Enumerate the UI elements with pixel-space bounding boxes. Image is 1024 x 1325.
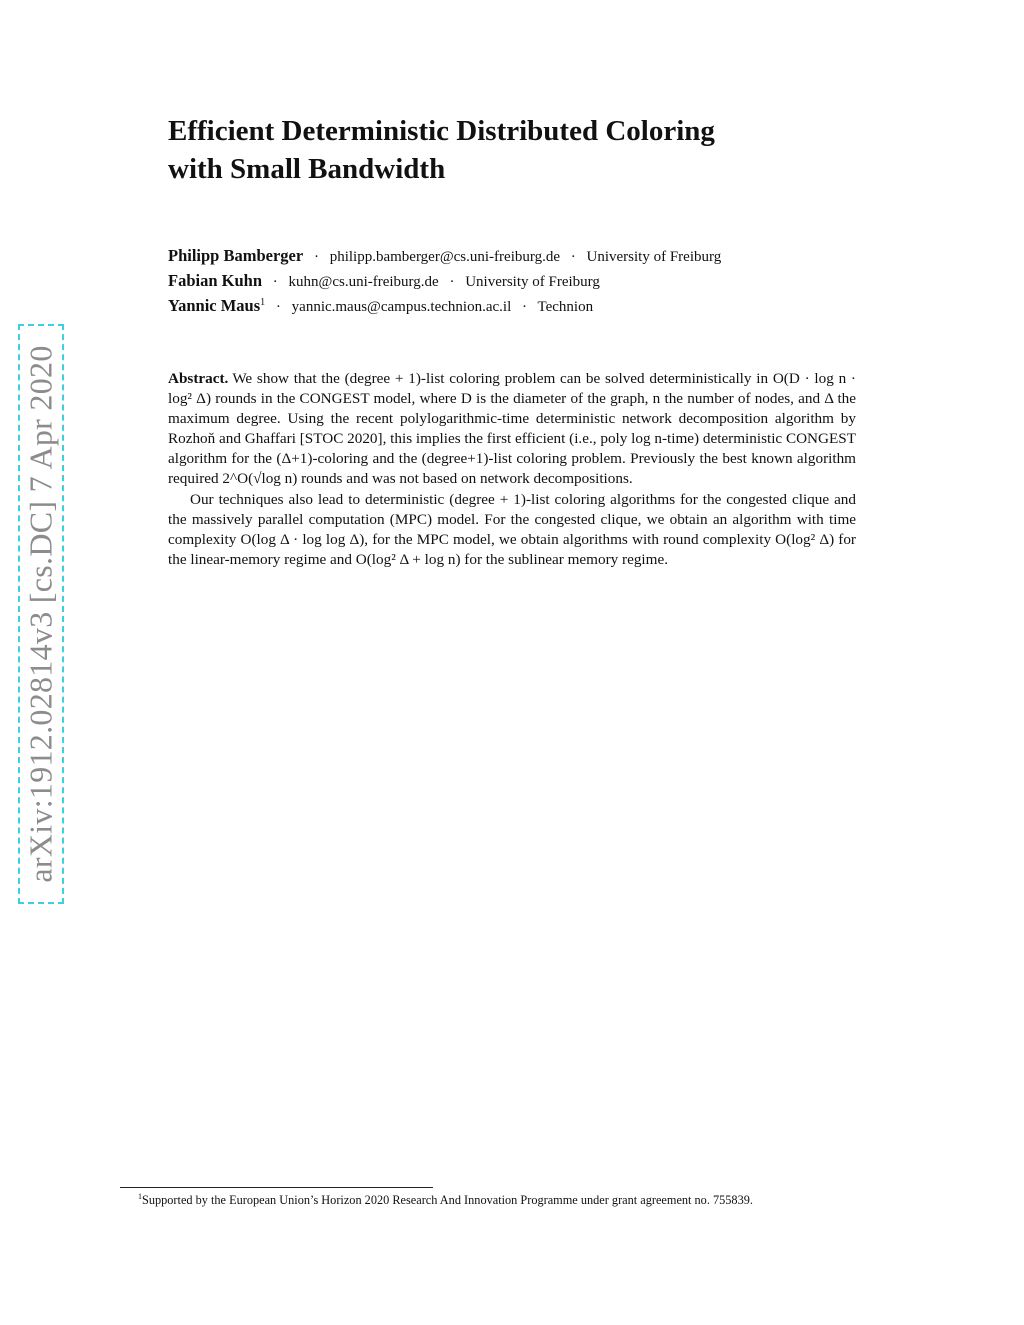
author-email[interactable]: yannic.maus@campus.technion.ac.il — [291, 299, 512, 315]
separator: · — [272, 274, 278, 290]
author-affiliation: University of Freiburg — [586, 249, 722, 265]
author-footnote-mark: 1 — [260, 297, 266, 308]
footnote — [138, 1192, 753, 1208]
separator: · — [449, 274, 455, 290]
author-entry — [168, 265, 721, 290]
abstract — [168, 369, 856, 570]
author-email[interactable]: kuhn@cs.uni-freiburg.de — [288, 274, 439, 290]
author-affiliation: Technion — [537, 299, 594, 315]
separator: · — [275, 299, 281, 315]
title-line-1: Efficient Deterministic Distributed Coloring — [168, 115, 715, 147]
arxiv-identifier-text: arXiv:1912.02814v3 [cs.DC] 7 Apr 2020 — [22, 345, 59, 883]
title-line-2: with Small Bandwidth — [168, 153, 446, 185]
separator: · — [570, 249, 576, 265]
author-affiliation: University of Freiburg — [465, 274, 600, 290]
author-name: Philipp Bamberger — [168, 246, 304, 265]
paper-title — [168, 112, 888, 188]
author-entry — [168, 240, 721, 265]
author-email[interactable]: philipp.bamberger@cs.uni-freiburg.de — [329, 249, 560, 265]
abstract-paragraph-1 — [168, 369, 856, 490]
abstract-paragraph-1-text: We show that the (degree + 1)-list coloring problem can be solved deterministically in O(D · log n · log² Δ) rounds in the CONGEST model, where D is the diameter of the graph, n the number of nodes, and Δ the maximum degree. Using the recent polylogarithmic-time deterministic network decomposition algorithm by Rozhoň and Ghaffari [STOC 2020], this implies the first efficient (i.e., poly log n-time) deterministic CONGEST algorithm for the (Δ+1)-coloring and the (degree+1)-list coloring problem. Previously the best known algorithm required 2^O(√log n) rounds and was not based on network decompositions. — [168, 370, 856, 488]
author-entry — [168, 290, 721, 315]
arxiv-identifier-stamp — [18, 324, 64, 904]
footnote-text: Supported by the European Union’s Horizon 2020 Research And Innovation Programme under grant agreement no. 755839. — [142, 1193, 753, 1208]
footnote-mark: 1 — [138, 1192, 142, 1201]
author-list — [168, 240, 721, 315]
abstract-heading: Abstract. — [168, 370, 229, 387]
separator: · — [313, 249, 319, 265]
separator: · — [522, 299, 527, 315]
author-name: Yannic Maus — [168, 296, 261, 315]
footnote-divider — [120, 1187, 433, 1188]
author-name: Fabian Kuhn — [168, 271, 263, 290]
abstract-paragraph-2: Our techniques also lead to deterministic (degree + 1)-list coloring algorithms for the congested clique and the massively parallel computation (MPC) model. For the congested clique, we obtain an algorithm with time complexity O(log Δ · log log Δ), for the MPC model, we obtain algorithms with round complexity O(log² Δ) for the linear-memory regime and O(log² Δ + log n) for the sublinear memory regime. — [168, 490, 856, 568]
